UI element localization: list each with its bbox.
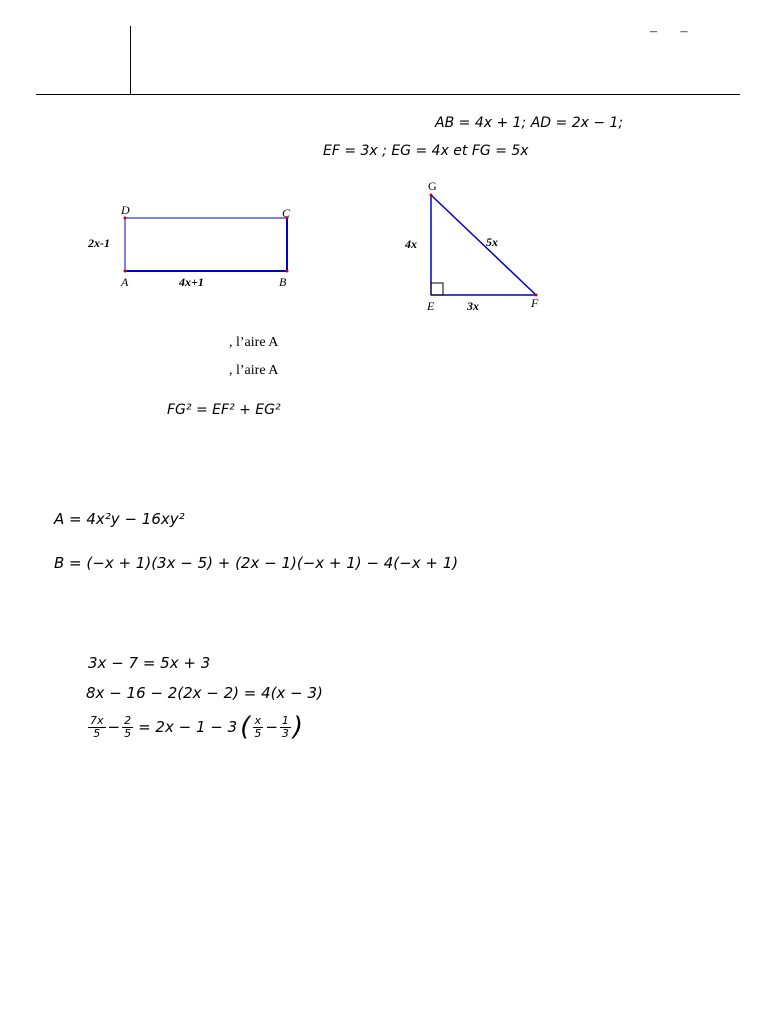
equation-3 [86,714,303,740]
fraction-2-over-5 [122,715,133,740]
label-c: C [282,206,291,220]
header-divider [130,26,131,94]
label-side-bottom: 4x+1 [179,275,204,289]
expression-a: A = 4x²y − 16xy² [54,510,185,528]
expression-b: B = (−x + 1)(3x − 5) + (2x − 1)(−x + 1) − 4(−x + 1) [54,554,459,572]
open-paren: ( [240,712,251,742]
fraction-numerator: 2 [124,713,132,727]
fraction-denominator: 3 [281,726,289,740]
fraction-denominator: 5 [254,726,262,740]
vertex-dot-a [124,270,127,273]
pythagoras-formula: FG² = EF² + EG² [167,402,281,418]
header-dashes: – – [650,24,698,39]
right-angle-mark [431,283,443,295]
label-side-vertical: 4x [405,237,417,251]
given-line-2: EF = 3x ; EG = 4x et FG = 5x [323,143,529,159]
minus-sign: − [265,718,278,736]
label-e: E [427,299,435,313]
fraction-denominator: 5 [124,726,132,740]
fraction-numerator: 7x [90,713,104,727]
equation-1: 3x − 7 = 5x + 3 [88,654,211,672]
fraction-7x-over-5 [88,715,106,740]
vertex-dot-g [430,194,433,197]
fraction-1-over-3 [280,715,291,740]
equation-2: 8x − 16 − 2(2x − 2) = 4(x − 3) [86,684,323,702]
area-text-1: , l’aire A [229,335,279,350]
header-rule [36,94,740,95]
triangle-figure [400,175,560,320]
fraction-x-over-5 [252,715,263,740]
tri-side-fg [431,195,536,295]
fraction-numerator: 1 [281,713,289,727]
minus-sign: − [107,718,121,736]
given-line-1: AB = 4x + 1; AD = 2x − 1; [435,115,624,131]
label-d: D [121,203,130,217]
close-paren: ) [292,712,304,742]
fraction-denominator: 5 [93,726,101,740]
vertex-dot-b [286,270,289,273]
fraction-numerator: x [254,713,262,727]
label-side-hypotenuse: 5x [486,235,498,249]
rectangle-abcd [125,218,287,271]
equation-3-middle: = 2x − 1 − 3 [138,718,238,736]
rectangle-figure [80,200,310,295]
area-text-2: , l’aire A [229,363,279,378]
label-side-left: 2x-1 [88,236,110,250]
label-g: G [428,179,437,193]
label-f: F [531,296,539,310]
label-a: A [121,275,129,289]
label-b: B [279,275,287,289]
label-side-horizontal: 3x [467,299,479,313]
